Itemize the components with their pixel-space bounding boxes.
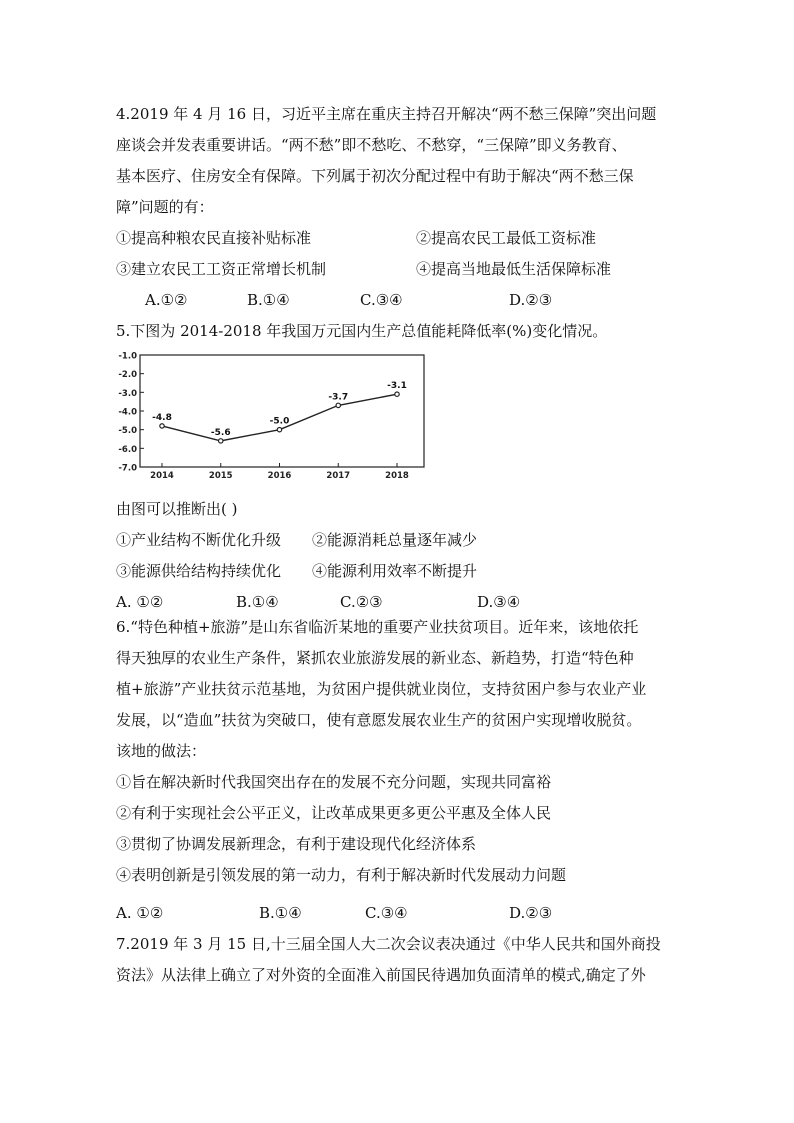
data-label-2016: -5.0 [269, 416, 290, 427]
q4-item-4: ④提高当地最低生活保障标准 [416, 260, 612, 278]
q6-item-2: ②有利于实现社会公平正义，让改革成果更多更公平惠及全体人民 [116, 804, 552, 822]
q4-item-1: ①提高种粮农民直接补贴标准 [116, 229, 312, 247]
data-point-2015 [219, 439, 223, 443]
q6-stem-line-2: 得天独厚的农业生产条件，紧抓农业旅游发展的新业态、新趋势，打造“特色种 [116, 649, 634, 667]
y-tick-label-5: -6.0 [118, 444, 137, 455]
q5-option-b: B.①④ [236, 593, 279, 611]
q5-option-d: D.③④ [477, 593, 521, 611]
q6-stem-line-5: 该地的做法： [116, 742, 207, 760]
q6-option-a: A. ①② [116, 904, 164, 922]
x-tick-label-4: 2018 [385, 471, 409, 479]
energy-intensity-line-chart [112, 347, 432, 479]
q5-item-1: ①产业结构不断优化升级 [116, 531, 282, 549]
q7-stem-line-2: 资法》从法律上确立了对外资的全面准入前国民待遇加负面清单的模式,确定了外 [116, 966, 646, 984]
y-tick-label-1: -2.0 [118, 370, 137, 381]
y-tick-label-6: -7.0 [118, 463, 137, 474]
q6-option-c: C.③④ [365, 904, 408, 922]
x-axis [150, 463, 409, 479]
q4-stem-line-2: 座谈会并发表重要讲话。“两不愁”即不愁吃、不愁穿，“三保障”即义务教育、 [116, 136, 627, 154]
q4-option-c: C.③④ [360, 291, 403, 309]
y-tick-label-2: -3.0 [118, 388, 137, 399]
data-point-2016 [277, 427, 281, 431]
y-tick-label-0: -1.0 [118, 351, 137, 362]
x-tick-label-0: 2014 [150, 471, 174, 479]
q4-stem-line-4: 障”问题的有： [116, 198, 214, 216]
q6-option-b: B.①④ [259, 904, 302, 922]
q5-prompt: 由图可以推断出( ) [116, 500, 238, 518]
x-tick-label-2: 2016 [267, 471, 292, 479]
q6-stem-line-4: 发展，以“造血”扶贫为突破口，使有意愿发展农业生产的贫困户实现增收脱贫。 [116, 711, 642, 729]
q6-stem-line-1: 6.“特色种植+旅游”是山东省临沂某地的重要产业扶贫项目。近年来，该地依托 [116, 618, 639, 636]
data-label-2014: -4.8 [152, 412, 172, 423]
q5-item-2: ②能源消耗总量逐年减少 [312, 531, 478, 549]
data-point-2017 [336, 403, 340, 407]
q6-item-1: ①旨在解决新时代我国突出存在的发展不充分问题，实现共同富裕 [116, 773, 552, 791]
q4-option-a: A.①② [145, 291, 188, 309]
q6-stem-line-3: 植+旅游”产业扶贫示范基地，为贫困户提供就业岗位，支持贫困户参与农业产业 [116, 680, 647, 698]
y-tick-label-4: -5.0 [118, 426, 137, 437]
q4-item-2: ②提高农民工最低工资标准 [416, 229, 597, 247]
data-label-2018: -3.1 [387, 381, 407, 392]
q5-option-a: A. ①② [116, 593, 164, 611]
q4-item-3: ③建立农民工工资正常增长机制 [116, 260, 327, 278]
x-tick-label-3: 2017 [326, 471, 351, 479]
data-point-2018 [395, 392, 399, 396]
q5-item-3: ③能源供给结构持续优化 [116, 562, 282, 580]
q6-item-3: ③贯彻了协调发展新理念，有利于建设现代化经济体系 [116, 835, 477, 853]
q7-stem-line-1: 7.2019 年 3 月 15 日,十三届全国人大二次会议表决通过《中华人民共和国外商投 [116, 935, 661, 953]
x-tick-label-1: 2015 [208, 471, 233, 479]
q4-option-b: B.①④ [247, 291, 290, 309]
y-tick-label-3: -4.0 [118, 407, 137, 418]
q6-item-4: ④表明创新是引领发展的第一动力，有利于解决新时代发展动力问题 [116, 866, 567, 884]
q5-option-c: C.②③ [340, 593, 383, 611]
q5-item-4: ④能源利用效率不断提升 [312, 562, 478, 580]
q4-stem-line-3: 基本医疗、住房安全有保障。下列属于初次分配过程中有助于解决“两不愁三保 [116, 167, 634, 185]
data-label-2017: -3.7 [328, 392, 349, 403]
data-label-2015: -5.6 [210, 427, 231, 438]
q4-stem-line-1: 4.2019 年 4 月 16 日，习近平主席在重庆主持召开解决“两不愁三保障”突出问题 [116, 105, 657, 123]
q5-stem: 5.下图为 2014-2018 年我国万元国内生产总值能耗降低率(%)变化情况。 [116, 322, 608, 340]
data-point-2014 [160, 424, 164, 428]
plot-frame [140, 355, 424, 467]
q4-option-d: D.②③ [509, 291, 553, 309]
q6-option-d: D.②③ [509, 904, 553, 922]
